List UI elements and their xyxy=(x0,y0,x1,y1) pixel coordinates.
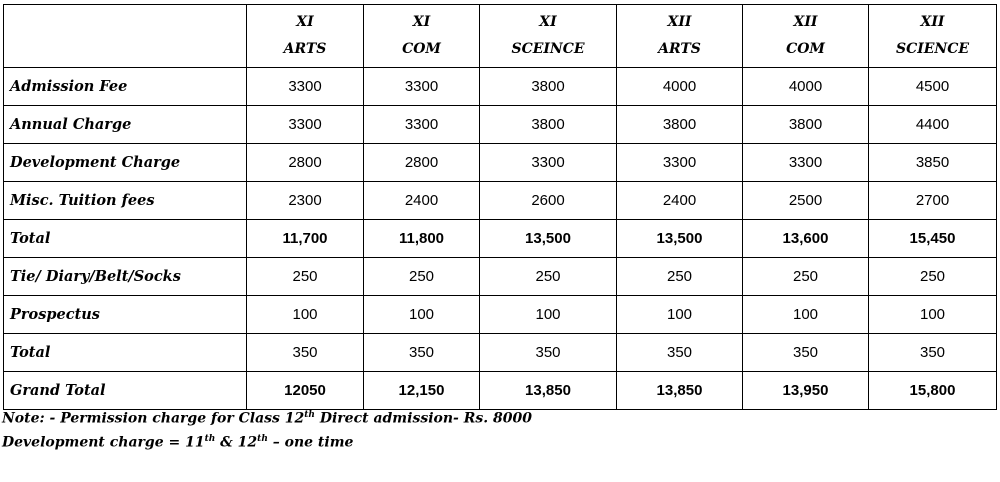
note-superscript: th xyxy=(257,434,268,444)
fee-cell: 2800 xyxy=(247,144,364,182)
fee-cell: 4000 xyxy=(743,68,869,106)
fee-cell: 250 xyxy=(480,258,617,296)
fee-cell: 350 xyxy=(617,334,743,372)
fee-cell: 13,500 xyxy=(617,220,743,258)
header-class: XII xyxy=(793,14,818,30)
table-row xyxy=(4,220,997,258)
note-development-charge xyxy=(2,434,353,451)
table-row xyxy=(4,258,997,296)
fee-cell: 2500 xyxy=(743,182,869,220)
fee-cell: 2400 xyxy=(364,182,480,220)
fee-cell: 2300 xyxy=(247,182,364,220)
fee-cell: 350 xyxy=(743,334,869,372)
row-label: Development Charge xyxy=(4,144,247,182)
fee-cell: 13,850 xyxy=(480,372,617,410)
header-xi-science xyxy=(480,5,617,68)
fee-cell: 3300 xyxy=(364,106,480,144)
row-label: Tie/ Diary/Belt/Socks xyxy=(4,258,247,296)
fee-cell: 3800 xyxy=(480,68,617,106)
header-stream: COM xyxy=(786,41,825,57)
table-row xyxy=(4,296,997,334)
fee-cell: 2800 xyxy=(364,144,480,182)
table-row xyxy=(4,182,997,220)
header-row xyxy=(4,5,997,68)
table-row xyxy=(4,144,997,182)
row-label: Total xyxy=(4,334,247,372)
fee-cell: 100 xyxy=(364,296,480,334)
fee-cell: 12,150 xyxy=(364,372,480,410)
header-corner xyxy=(4,5,247,68)
table-row xyxy=(4,106,997,144)
fee-cell: 250 xyxy=(247,258,364,296)
row-label: Admission Fee xyxy=(4,68,247,106)
note-superscript: th xyxy=(304,410,315,420)
fee-cell: 3300 xyxy=(364,68,480,106)
fee-cell: 2700 xyxy=(869,182,997,220)
note-text: Development charge = 11 xyxy=(2,434,205,451)
fee-cell: 100 xyxy=(480,296,617,334)
fee-cell: 250 xyxy=(617,258,743,296)
fee-cell: 3800 xyxy=(617,106,743,144)
fee-cell: 13,850 xyxy=(617,372,743,410)
fee-cell: 3300 xyxy=(247,106,364,144)
note-text: – one time xyxy=(267,434,354,451)
fee-cell: 2600 xyxy=(480,182,617,220)
fee-cell: 15,450 xyxy=(869,220,997,258)
fee-cell: 100 xyxy=(743,296,869,334)
fee-cell: 3300 xyxy=(617,144,743,182)
table-row xyxy=(4,372,997,410)
fee-cell: 250 xyxy=(869,258,997,296)
note-superscript: th xyxy=(204,434,216,444)
header-stream: ARTS xyxy=(283,41,327,57)
header-class: XI xyxy=(412,14,431,30)
fee-cell: 3300 xyxy=(480,144,617,182)
note-text: Note: - Permission charge for Class 12 xyxy=(2,410,305,427)
fee-cell: 13,950 xyxy=(743,372,869,410)
fee-cell: 3850 xyxy=(869,144,997,182)
row-label: Misc. Tuition fees xyxy=(4,182,247,220)
fee-cell: 350 xyxy=(869,334,997,372)
table-row xyxy=(4,68,997,106)
note-text: Direct admission- Rs. 8000 xyxy=(314,410,532,427)
fee-cell: 100 xyxy=(869,296,997,334)
header-class: XI xyxy=(539,14,557,30)
fee-cell: 4000 xyxy=(617,68,743,106)
fee-cell: 250 xyxy=(743,258,869,296)
fee-cell: 350 xyxy=(247,334,364,372)
fee-cell: 4400 xyxy=(869,106,997,144)
fee-cell: 11,800 xyxy=(364,220,480,258)
fee-cell: 250 xyxy=(364,258,480,296)
table-row xyxy=(4,334,997,372)
fee-cell: 100 xyxy=(617,296,743,334)
row-label: Total xyxy=(4,220,247,258)
header-class: XII xyxy=(920,14,945,30)
fee-cell: 13,600 xyxy=(743,220,869,258)
fee-cell: 11,700 xyxy=(247,220,364,258)
fee-cell: 100 xyxy=(247,296,364,334)
header-stream: COM xyxy=(402,41,441,57)
fee-cell: 350 xyxy=(364,334,480,372)
note-text: & 12 xyxy=(215,434,258,451)
header-stream: SCEINCE xyxy=(511,41,585,57)
row-label: Grand Total xyxy=(4,372,247,410)
fee-table xyxy=(3,4,997,410)
fee-cell: 4500 xyxy=(869,68,997,106)
fee-cell: 15,800 xyxy=(869,372,997,410)
header-class: XII xyxy=(667,14,692,30)
row-label: Annual Charge xyxy=(4,106,247,144)
header-xii-science xyxy=(869,5,997,68)
header-stream: SCIENCE xyxy=(895,41,970,57)
fee-cell: 3300 xyxy=(247,68,364,106)
note-permission-charge xyxy=(2,410,532,427)
header-class: XI xyxy=(296,14,314,30)
header-xii-com xyxy=(743,5,869,68)
fee-cell: 13,500 xyxy=(480,220,617,258)
header-stream: ARTS xyxy=(658,41,701,57)
header-xi-arts xyxy=(247,5,364,68)
header-xii-arts xyxy=(617,5,743,68)
header-xi-com xyxy=(364,5,480,68)
fee-table-body xyxy=(4,68,997,410)
fee-cell: 3300 xyxy=(743,144,869,182)
fee-cell: 350 xyxy=(480,334,617,372)
fee-cell: 2400 xyxy=(617,182,743,220)
fee-cell: 3800 xyxy=(480,106,617,144)
fee-cell: 12050 xyxy=(247,372,364,410)
row-label: Prospectus xyxy=(4,296,247,334)
fee-cell: 3800 xyxy=(743,106,869,144)
